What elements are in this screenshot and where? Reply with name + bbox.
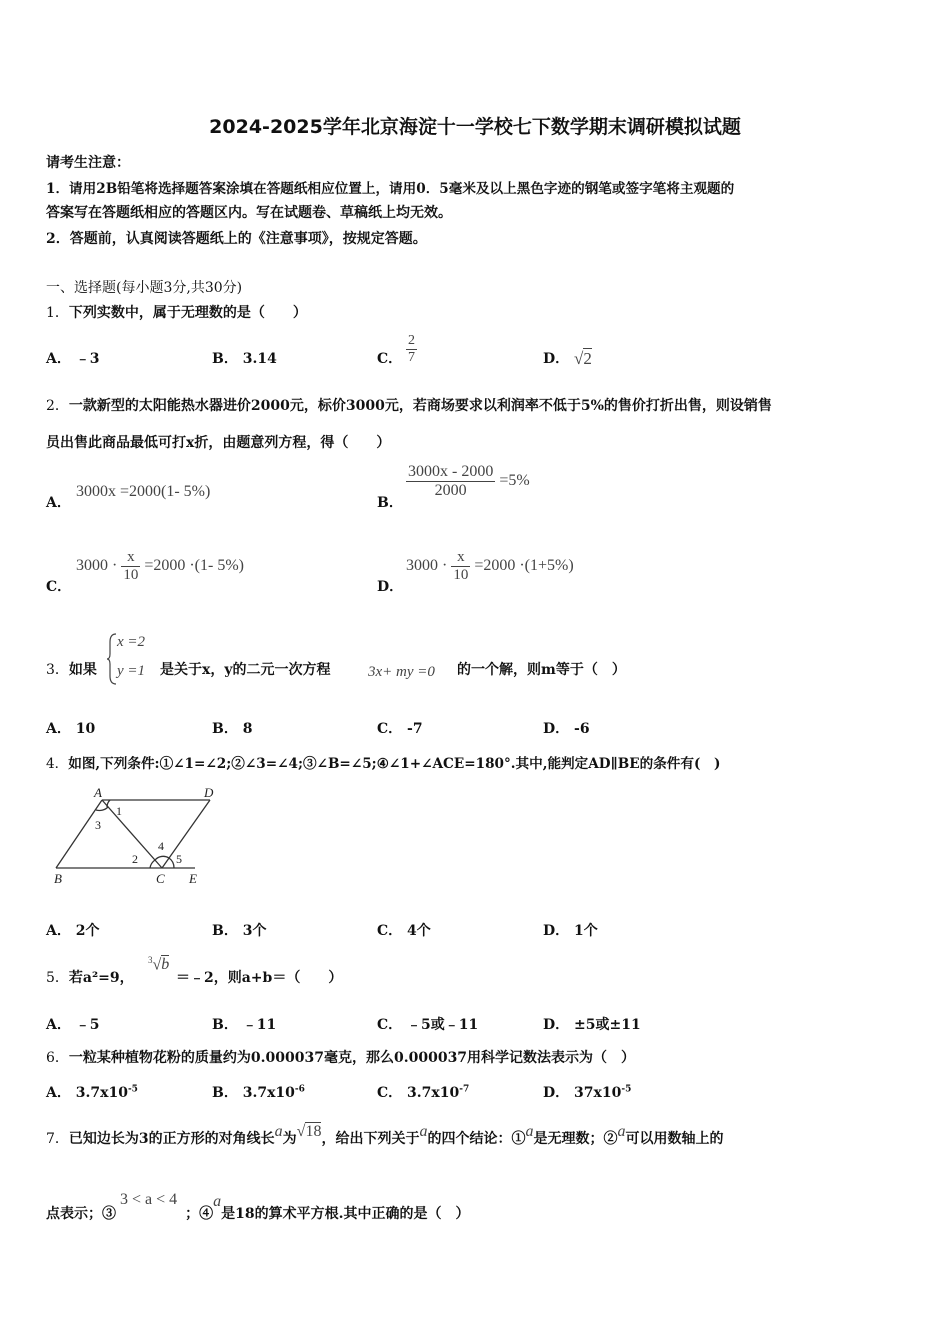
fraction-denominator: 7: [408, 350, 415, 365]
question-number: 5．: [46, 970, 69, 986]
option-label: B．: [212, 351, 238, 367]
option-label: D．: [543, 721, 570, 737]
option-value: ﹣3: [75, 351, 100, 367]
option-value: 3.7x10: [75, 1085, 128, 1101]
fraction-denominator: 10: [453, 567, 469, 583]
question-text: 可以用数轴上的: [625, 1131, 724, 1147]
angle-4: 4: [158, 839, 164, 853]
q3-option-b[interactable]: [212, 718, 252, 738]
notice-item-1-cont: 答案写在答题纸相应的答题区内。写在试题卷、草稿纸上均无效。: [46, 205, 452, 221]
option-value: ±5或±11: [574, 1017, 641, 1033]
question-5-text-end: ＝﹣2，则a+b＝（ ）: [176, 970, 343, 986]
inequality: 3 < a < 4: [120, 1191, 178, 1208]
q2-option-d[interactable]: [377, 576, 403, 596]
system-eq-1: x =2: [117, 634, 146, 650]
q3-option-d[interactable]: [543, 718, 590, 738]
q5-option-c[interactable]: [377, 1014, 478, 1034]
option-label: B．: [212, 721, 238, 737]
q1-option-b[interactable]: [212, 348, 277, 368]
question-6: [46, 1047, 635, 1067]
page-title: 2024-2025学年北京海淀十一学校七下数学期末调研模拟试题: [209, 116, 741, 138]
option-label: D．: [543, 1085, 570, 1101]
question-text: 如图,下列条件:①∠1=∠2;②∠3=∠4;③∠B=∠5;④∠1+∠ACE=180°.其中,能判定AD∥BE的条件有( ): [68, 756, 721, 772]
option-value: 3个: [242, 923, 267, 939]
radicand: b: [161, 956, 170, 974]
option-label: C．: [46, 579, 72, 595]
question-1: [46, 302, 307, 322]
angle-1: 1: [116, 804, 122, 818]
notice-item-1: 1．请用2B铅笔将选择题答案涂填在答题纸相应位置上，请用0．5毫米及以上黑色字迹的钢笔或签字笔将主观题的: [46, 181, 735, 197]
option-label: D．: [543, 1017, 570, 1033]
option-exponent: -7: [459, 1084, 470, 1095]
question-text: 一款新型的太阳能热水器进价2000元，标价3000元，若商场要求以利润率不低于5%的售价打折出售，则设销售: [68, 398, 772, 414]
option-value: -7: [407, 721, 423, 737]
q6-option-b[interactable]: [212, 1082, 305, 1102]
equation-lhs: 3000 ·: [406, 557, 448, 575]
q2-option-b[interactable]: [377, 492, 403, 512]
option-label: C．: [377, 1085, 403, 1101]
question-7: 7．已知边长为3的正方形的对角线长a为√18，给出下列关于a的四个结论：①a是无理数；②a可以用数轴上的: [46, 1123, 724, 1147]
option-value: ﹣5或﹣11: [407, 1017, 479, 1033]
q4-option-b[interactable]: [212, 920, 266, 940]
variable-a: a: [419, 1123, 428, 1140]
option-exponent: -5: [127, 1084, 138, 1095]
q2-option-a[interactable]: [46, 492, 71, 512]
option-value: 3.7x10: [407, 1085, 460, 1101]
option-label: A．: [46, 495, 71, 511]
question-2: [46, 395, 772, 415]
equation-rhs: =2000 ·(1- 5%): [144, 557, 244, 575]
q6-option-d[interactable]: [543, 1082, 631, 1102]
option-label: B．: [377, 495, 403, 511]
q5-cube-root: $^3$√b: [148, 955, 170, 974]
option-value: 8: [242, 721, 253, 737]
question-text: 是无理数；②: [533, 1131, 618, 1147]
system-eq-2: y =1: [117, 663, 146, 679]
q5-option-b[interactable]: [212, 1014, 276, 1034]
sqrt-icon: √: [574, 349, 584, 368]
angle-3: 3: [95, 818, 101, 832]
variable-a: a: [213, 1193, 222, 1210]
label-b: B: [54, 871, 62, 886]
option-label: D．: [377, 579, 404, 595]
q1-option-c[interactable]: [377, 348, 402, 368]
option-value: 2个: [75, 923, 100, 939]
question-3-equation: 3x+ my =0: [368, 664, 435, 680]
section-heading: 一、选择题(每小题3分,共30分): [46, 280, 243, 296]
question-number: 3．: [46, 662, 69, 678]
angle-5: 5: [176, 852, 182, 866]
option-value: 37x10: [574, 1085, 622, 1101]
root-index: 3: [148, 955, 153, 965]
option-label: B．: [212, 1085, 238, 1101]
fraction-denominator: 10: [123, 567, 139, 583]
question-2-cont: 员出售此商品最低可打x折，由题意列方程，得（ ）: [46, 435, 391, 451]
q5-option-d[interactable]: [543, 1014, 641, 1034]
option-label: A．: [46, 721, 71, 737]
q1-sqrt: [574, 349, 592, 369]
option-label: A．: [46, 923, 71, 939]
q4-option-d[interactable]: [543, 920, 598, 940]
option-value: 3.7x10: [242, 1085, 295, 1101]
question-3-text: 是关于x，y的二元一次方程: [160, 662, 331, 678]
notice-heading: 请考生注意：: [46, 155, 130, 171]
notice-item-2: 2．答题前，认真阅读答题纸上的《注意事项》，按规定答题。: [46, 231, 427, 247]
question-3-number: [46, 659, 97, 679]
radicand: 2: [583, 349, 592, 368]
question-text: ，给出下列关于: [321, 1131, 420, 1147]
option-value: 4个: [407, 923, 431, 939]
q1-fraction: [406, 333, 417, 366]
option-value: 1个: [574, 923, 598, 939]
question-text: ；④: [185, 1206, 214, 1222]
option-label: C．: [377, 351, 403, 367]
question-5: [46, 967, 134, 987]
option-value: ﹣5: [75, 1017, 100, 1033]
radicand: 18: [305, 1123, 322, 1140]
option-label: B．: [212, 1017, 238, 1033]
option-value: -6: [574, 721, 590, 737]
q6-option-a[interactable]: [46, 1082, 138, 1102]
option-exponent: -5: [621, 1084, 632, 1095]
q2-b-formula: [406, 463, 530, 500]
variable-a: a: [274, 1123, 283, 1140]
option-label: A．: [46, 1017, 71, 1033]
option-label: A．: [46, 351, 71, 367]
question-text: 若a²=9，: [68, 970, 134, 986]
question-3-text-end: 的一个解，则m等于（ ）: [457, 662, 626, 678]
question-text: 的四个结论：①: [427, 1131, 526, 1147]
q5-option-a[interactable]: [46, 1014, 100, 1034]
fraction-numerator: 2: [408, 333, 415, 348]
question-text: 点表示；③: [46, 1206, 116, 1222]
question-number: 6．: [46, 1050, 69, 1066]
option-value: 10: [75, 721, 96, 737]
option-label: C．: [377, 1017, 403, 1033]
equation-lhs: 3000 ·: [76, 557, 118, 575]
fraction-numerator: x: [121, 549, 140, 567]
question-number: 2．: [46, 398, 69, 414]
option-exponent: -6: [294, 1084, 305, 1095]
option-label: B．: [212, 923, 238, 939]
label-e: E: [189, 871, 197, 886]
option-label: D．: [543, 923, 570, 939]
label-d: D: [204, 785, 214, 800]
q2-d-formula: [406, 549, 574, 584]
option-label: C．: [377, 923, 403, 939]
q2-option-c[interactable]: [46, 576, 71, 596]
q1-option-a[interactable]: [46, 348, 100, 368]
question-text: 已知边长为3的正方形的对角线长: [68, 1131, 275, 1147]
option-value: ﹣11: [242, 1017, 277, 1033]
question-text: 一粒某种植物花粉的质量约为0.000037毫克，那么0.000037用科学记数法表示为（ ）: [68, 1050, 636, 1066]
fraction-denominator: 2000: [434, 482, 467, 499]
question-number: 1．: [46, 305, 69, 321]
q4-figure: [50, 784, 230, 888]
question-text: 下列实数中，属于无理数的是（ ）: [68, 305, 307, 321]
q6-option-c[interactable]: [377, 1082, 469, 1102]
q2-a-formula: 3000x =2000(1- 5%): [76, 483, 211, 500]
angle-2: 2: [132, 852, 138, 866]
equation-rhs: =5%: [499, 472, 530, 490]
q2-c-formula: [76, 549, 244, 584]
option-label: A．: [46, 1085, 71, 1101]
q4-option-c[interactable]: [377, 920, 431, 940]
q4-option-a[interactable]: [46, 920, 100, 940]
question-number: 4．: [46, 756, 69, 772]
question-4: [46, 752, 720, 772]
question-number: 7．: [46, 1131, 69, 1147]
question-text: 如果: [68, 662, 97, 678]
equation-rhs: =2000 ·(1+5%): [474, 557, 574, 575]
question-text: 为: [282, 1131, 297, 1147]
label-a: A: [94, 785, 102, 800]
option-label: C．: [377, 721, 403, 737]
q3-option-c[interactable]: [377, 718, 423, 738]
fraction-numerator: x: [451, 549, 470, 567]
q1-option-d[interactable]: [543, 348, 569, 368]
option-label: D．: [543, 351, 570, 367]
q3-option-a[interactable]: [46, 718, 95, 738]
option-value: 3.14: [242, 351, 277, 367]
fraction-numerator: 3000x - 2000: [408, 463, 494, 480]
question-text: 是18的算术平方根.其中正确的是（ ）: [221, 1206, 470, 1222]
variable-a: a: [617, 1123, 626, 1140]
label-c: C: [156, 871, 165, 886]
variable-a: a: [525, 1123, 534, 1140]
question-7-cont: [46, 1191, 470, 1223]
